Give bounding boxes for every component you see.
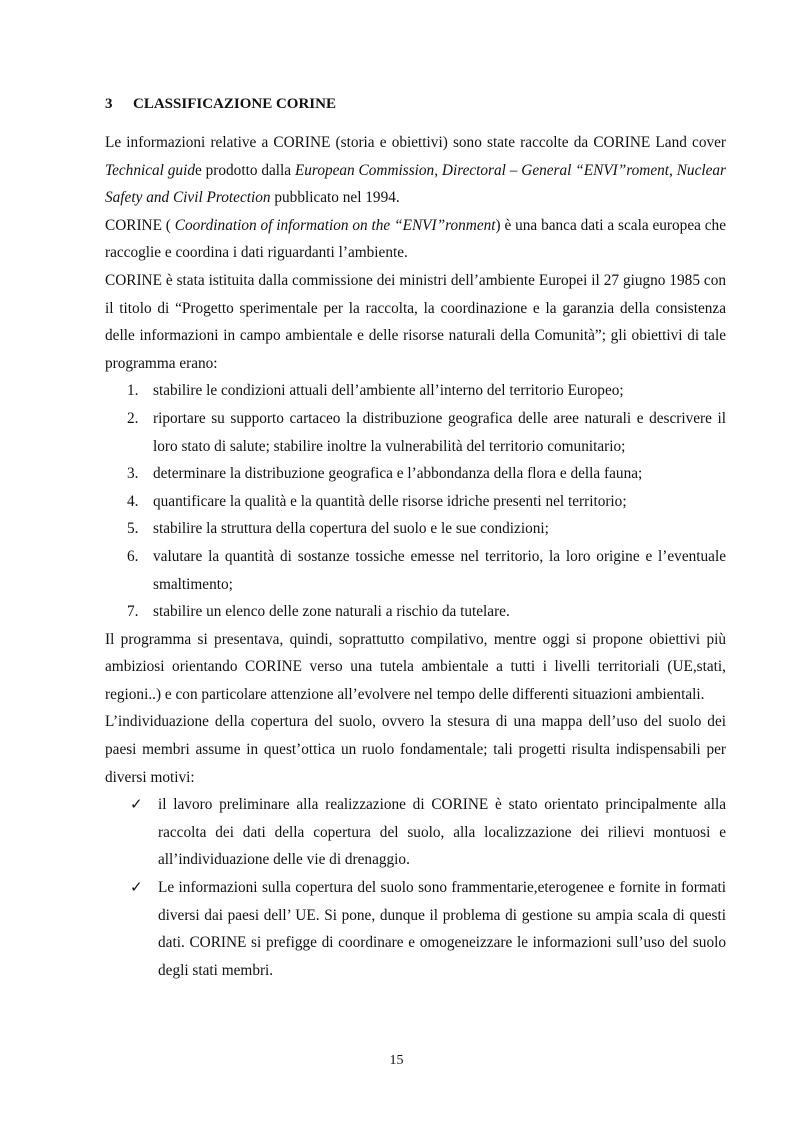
list-item	[105, 488, 726, 516]
list-item	[105, 460, 726, 488]
list-item	[105, 543, 726, 598]
section-heading	[105, 92, 726, 116]
item-number: 6.	[127, 547, 139, 565]
reasons-list	[105, 791, 726, 984]
list-item	[105, 515, 726, 543]
paragraph-program: Il programma si presentava, quindi, soprattutto compilativo, mentre oggi si propone obiettivi più ambiziosi orientando CORINE verso una tutela ambientale a tutti i livelli territoriali (UE,stati, regioni..) e con particolare attenzione all’evolvere nel tempo delle differenti situazioni ambientali.	[105, 630, 726, 703]
paragraph-land-cover: L’individuazione della copertura del suolo, ovvero la stesura di una mappa dell’uso del suolo dei paesi membri assume in quest’ottica un ruolo fondamentale; tali progetti risulta indispensabili per diversi motivi:	[105, 713, 726, 786]
item-text: stabilire un elenco delle zone naturali a rischio da tutelare.	[153, 603, 510, 621]
paragraph-history: CORINE è stata istituita dalla commissione dei ministri dell’ambiente Europei il 27 giugno 1985 con il titolo di “Progetto sperimentale per la raccolta, la coordinazione e la garanzia della consistenza delle informazioni in campo ambientale e delle risorse naturali della Comunità”; gli obiettivi di tale programma erano:	[105, 271, 726, 372]
item-text: valutare la quantità di sostanze tossiche emesse nel territorio, la loro origine e l’eventuale smaltimento;	[153, 547, 726, 593]
list-item	[105, 598, 726, 626]
item-text: quantificare la qualità e la quantità delle risorse idriche presenti nel territorio;	[153, 492, 627, 510]
page-number: 15	[389, 1053, 404, 1068]
section-title: CLASSIFICAZIONE CORINE	[133, 96, 336, 112]
text: Le informazioni relative a CORINE (storia e obiettivi) sono state raccolte da CORINE Land cover	[105, 134, 726, 151]
text: CORINE (	[105, 216, 175, 234]
item-number: 2.	[127, 409, 139, 427]
item-text: riportare su supporto cartaceo la distribuzione geografica delle aree naturali e descrivere il loro stato di salute; stabilire inoltre la vulnerabilità del territorio comunitario;	[153, 409, 726, 455]
objectives-list	[105, 377, 726, 625]
list-item	[105, 791, 726, 874]
item-number: 1.	[127, 382, 139, 400]
text: pubblicato nel 1994.	[270, 189, 400, 207]
item-number: 7.	[127, 603, 139, 621]
page-body	[105, 92, 726, 984]
section-number: 3	[105, 96, 113, 112]
item-text: Le informazioni sulla copertura del suolo sono frammentarie,eterogenee e fornite in formati diversi dai paesi dell’ UE. Si pone, dunque il problema di gestione su ampia scala di questi dati. CORINE si prefigge di coordinare e omogeneizzare le informazioni sull’uso del suolo degli stati membri.	[158, 879, 726, 979]
italic-text: Technical guid	[105, 161, 195, 179]
item-number: 5.	[127, 520, 139, 538]
text: ) è una banca dati a scala europea che raccoglie e coordina i dati riguardanti l’ambiente.	[105, 216, 726, 262]
checkmark-icon: ✓	[130, 878, 143, 897]
italic-text: European Commission, Directoral – General “ENVI”roment, Nuclear Safety and Civil Protection	[105, 161, 727, 207]
list-item	[105, 874, 726, 984]
item-text: stabilire le condizioni attuali dell’ambiente all’interno del territorio Europeo;	[153, 382, 624, 400]
list-item	[105, 405, 726, 460]
item-number: 4.	[127, 492, 139, 510]
item-text: determinare la distribuzione geografica e l’abbondanza della flora e della fauna;	[153, 465, 643, 483]
text: e prodotto dalla	[194, 161, 295, 179]
italic-text: Coordination of information on the “ENVI”ronment	[174, 216, 496, 234]
item-text: stabilire la struttura della copertura del suolo e le sue condizioni;	[153, 520, 549, 538]
list-item	[105, 377, 726, 405]
paragraph-sources	[105, 129, 726, 212]
paragraph-definition	[105, 212, 726, 267]
item-text: il lavoro preliminare alla realizzazione di CORINE è stato orientato principalmente alla raccolta dei dati della copertura del suolo, alla localizzazione dei rilievi montuosi e all’individuazione delle vie di drenaggio.	[158, 796, 726, 869]
checkmark-icon: ✓	[130, 795, 143, 814]
item-number: 3.	[127, 465, 139, 483]
